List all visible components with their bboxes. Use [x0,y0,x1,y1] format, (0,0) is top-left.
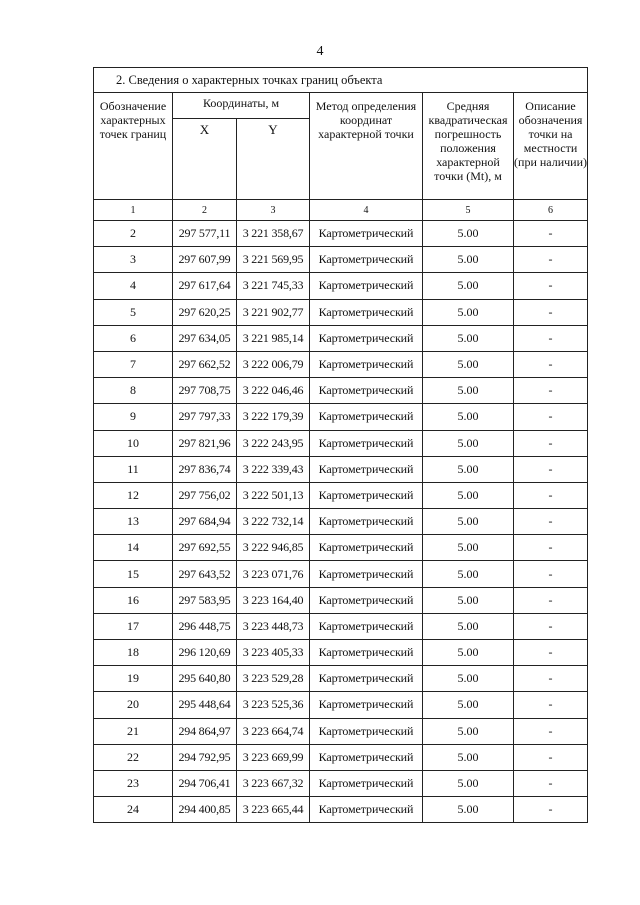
table-row [94,404,588,430]
accuracy-value: 5.00 [423,273,514,299]
point-number: 5 [94,299,173,325]
column-number: 3 [237,200,310,221]
header-accuracy: Средняя квадратическая погрешность положения характерной точки (Mt), м [423,93,514,200]
table-row [94,378,588,404]
table-row [94,770,588,796]
coordinate-x: 297 662,52 [173,351,237,377]
point-number: 7 [94,351,173,377]
header-description: Описание обозначения точки на местности (при наличии) [514,93,588,200]
accuracy-value: 5.00 [423,561,514,587]
table-row [94,430,588,456]
accuracy-value: 5.00 [423,692,514,718]
accuracy-value: 5.00 [423,640,514,666]
coordinate-x: 297 620,25 [173,299,237,325]
method-value: Картометрический [310,561,423,587]
coordinate-x: 297 583,95 [173,587,237,613]
header-designation: Обозначение характерных точек границ [94,93,173,200]
table-row [94,587,588,613]
point-number: 12 [94,482,173,508]
description-value: - [514,482,588,508]
method-value: Картометрический [310,770,423,796]
accuracy-value: 5.00 [423,509,514,535]
table-body [94,221,588,823]
table-row [94,509,588,535]
description-value: - [514,535,588,561]
point-number: 20 [94,692,173,718]
method-value: Картометрический [310,535,423,561]
coordinate-y: 3 223 071,76 [237,561,310,587]
coordinate-x: 297 684,94 [173,509,237,535]
coordinate-x: 297 634,05 [173,325,237,351]
table-row [94,247,588,273]
method-value: Картометрический [310,509,423,535]
method-value: Картометрический [310,613,423,639]
column-number: 1 [94,200,173,221]
coordinate-y: 3 221 985,14 [237,325,310,351]
coordinate-y: 3 221 745,33 [237,273,310,299]
coordinate-x: 295 448,64 [173,692,237,718]
table-row [94,482,588,508]
coordinate-y: 3 221 902,77 [237,299,310,325]
accuracy-value: 5.00 [423,666,514,692]
method-value: Картометрический [310,666,423,692]
coordinate-x: 294 706,41 [173,770,237,796]
point-number: 14 [94,535,173,561]
coordinate-x: 297 577,11 [173,221,237,247]
coordinate-y: 3 223 665,44 [237,797,310,823]
point-number: 18 [94,640,173,666]
accuracy-value: 5.00 [423,718,514,744]
point-number: 2 [94,221,173,247]
coordinate-x: 294 400,85 [173,797,237,823]
table-row [94,718,588,744]
coordinate-y: 3 223 529,28 [237,666,310,692]
table-row [94,692,588,718]
method-value: Картометрический [310,482,423,508]
table-row [94,325,588,351]
coordinate-y: 3 223 667,32 [237,770,310,796]
column-number: 2 [173,200,237,221]
description-value: - [514,273,588,299]
boundary-points-table [93,67,588,823]
method-value: Картометрический [310,247,423,273]
coordinate-y: 3 223 525,36 [237,692,310,718]
method-value: Картометрический [310,587,423,613]
table-row [94,666,588,692]
coordinate-y: 3 222 339,43 [237,456,310,482]
method-value: Картометрический [310,640,423,666]
coordinate-y: 3 222 179,39 [237,404,310,430]
table-row [94,640,588,666]
coordinate-x: 297 756,02 [173,482,237,508]
table-row [94,273,588,299]
coordinate-y: 3 223 405,33 [237,640,310,666]
point-number: 15 [94,561,173,587]
method-value: Картометрический [310,456,423,482]
point-number: 4 [94,273,173,299]
point-number: 16 [94,587,173,613]
coordinate-y: 3 222 046,46 [237,378,310,404]
point-number: 21 [94,718,173,744]
method-value: Картометрический [310,378,423,404]
coordinate-x: 297 692,55 [173,535,237,561]
method-value: Картометрический [310,430,423,456]
method-value: Картометрический [310,325,423,351]
accuracy-value: 5.00 [423,587,514,613]
method-value: Картометрический [310,718,423,744]
accuracy-value: 5.00 [423,299,514,325]
section-title: 2. Сведения о характерных точках границ объекта [94,68,588,93]
table-row [94,299,588,325]
coordinate-y: 3 223 164,40 [237,587,310,613]
accuracy-value: 5.00 [423,613,514,639]
description-value: - [514,404,588,430]
method-value: Картометрический [310,221,423,247]
header-y: Y [237,119,310,200]
method-value: Картометрический [310,692,423,718]
accuracy-value: 5.00 [423,744,514,770]
table-row [94,535,588,561]
description-value: - [514,770,588,796]
column-number: 5 [423,200,514,221]
description-value: - [514,247,588,273]
table-row [94,613,588,639]
accuracy-value: 5.00 [423,351,514,377]
point-number: 11 [94,456,173,482]
column-number: 4 [310,200,423,221]
point-number: 24 [94,797,173,823]
header-method: Метод определения координат характерной точки [310,93,423,200]
coordinate-y: 3 221 569,95 [237,247,310,273]
coordinate-x: 295 640,80 [173,666,237,692]
coordinate-y: 3 223 664,74 [237,718,310,744]
page-number: 4 [316,44,324,59]
coordinate-y: 3 221 358,67 [237,221,310,247]
coordinate-x: 297 821,96 [173,430,237,456]
coordinate-y: 3 222 501,13 [237,482,310,508]
method-value: Картометрический [310,351,423,377]
coordinate-x: 296 448,75 [173,613,237,639]
description-value: - [514,613,588,639]
coordinate-x: 297 708,75 [173,378,237,404]
coordinate-x: 294 792,95 [173,744,237,770]
accuracy-value: 5.00 [423,535,514,561]
point-number: 9 [94,404,173,430]
point-number: 10 [94,430,173,456]
accuracy-value: 5.00 [423,404,514,430]
method-value: Картометрический [310,299,423,325]
coordinate-y: 3 222 732,14 [237,509,310,535]
accuracy-value: 5.00 [423,221,514,247]
coordinate-x: 297 836,74 [173,456,237,482]
table-row [94,456,588,482]
point-number: 23 [94,770,173,796]
table-row [94,744,588,770]
column-number: 6 [514,200,588,221]
coordinate-y: 3 222 243,95 [237,430,310,456]
description-value: - [514,692,588,718]
point-number: 13 [94,509,173,535]
description-value: - [514,221,588,247]
coordinate-x: 297 797,33 [173,404,237,430]
method-value: Картометрический [310,404,423,430]
column-numbers-row [94,200,588,221]
accuracy-value: 5.00 [423,430,514,456]
coordinate-y: 3 223 669,99 [237,744,310,770]
table-row [94,797,588,823]
point-number: 3 [94,247,173,273]
description-value: - [514,378,588,404]
description-value: - [514,351,588,377]
coordinate-y: 3 222 946,85 [237,535,310,561]
coordinate-x: 294 864,97 [173,718,237,744]
point-number: 8 [94,378,173,404]
coordinate-y: 3 223 448,73 [237,613,310,639]
method-value: Картометрический [310,797,423,823]
coordinate-x: 296 120,69 [173,640,237,666]
coordinate-x: 297 643,52 [173,561,237,587]
accuracy-value: 5.00 [423,797,514,823]
description-value: - [514,666,588,692]
method-value: Картометрический [310,273,423,299]
description-value: - [514,509,588,535]
table-row [94,221,588,247]
accuracy-value: 5.00 [423,482,514,508]
description-value: - [514,640,588,666]
point-number: 6 [94,325,173,351]
description-value: - [514,797,588,823]
accuracy-value: 5.00 [423,378,514,404]
description-value: - [514,744,588,770]
description-value: - [514,430,588,456]
header-x: X [173,119,237,200]
accuracy-value: 5.00 [423,770,514,796]
accuracy-value: 5.00 [423,325,514,351]
table-row [94,561,588,587]
coordinate-y: 3 222 006,79 [237,351,310,377]
point-number: 17 [94,613,173,639]
header-coordinates: Координаты, м [173,93,310,119]
table-row [94,351,588,377]
description-value: - [514,718,588,744]
method-value: Картометрический [310,744,423,770]
coordinate-x: 297 607,99 [173,247,237,273]
point-number: 19 [94,666,173,692]
description-value: - [514,456,588,482]
description-value: - [514,299,588,325]
description-value: - [514,587,588,613]
accuracy-value: 5.00 [423,456,514,482]
accuracy-value: 5.00 [423,247,514,273]
point-number: 22 [94,744,173,770]
description-value: - [514,325,588,351]
coordinate-x: 297 617,64 [173,273,237,299]
description-value: - [514,561,588,587]
